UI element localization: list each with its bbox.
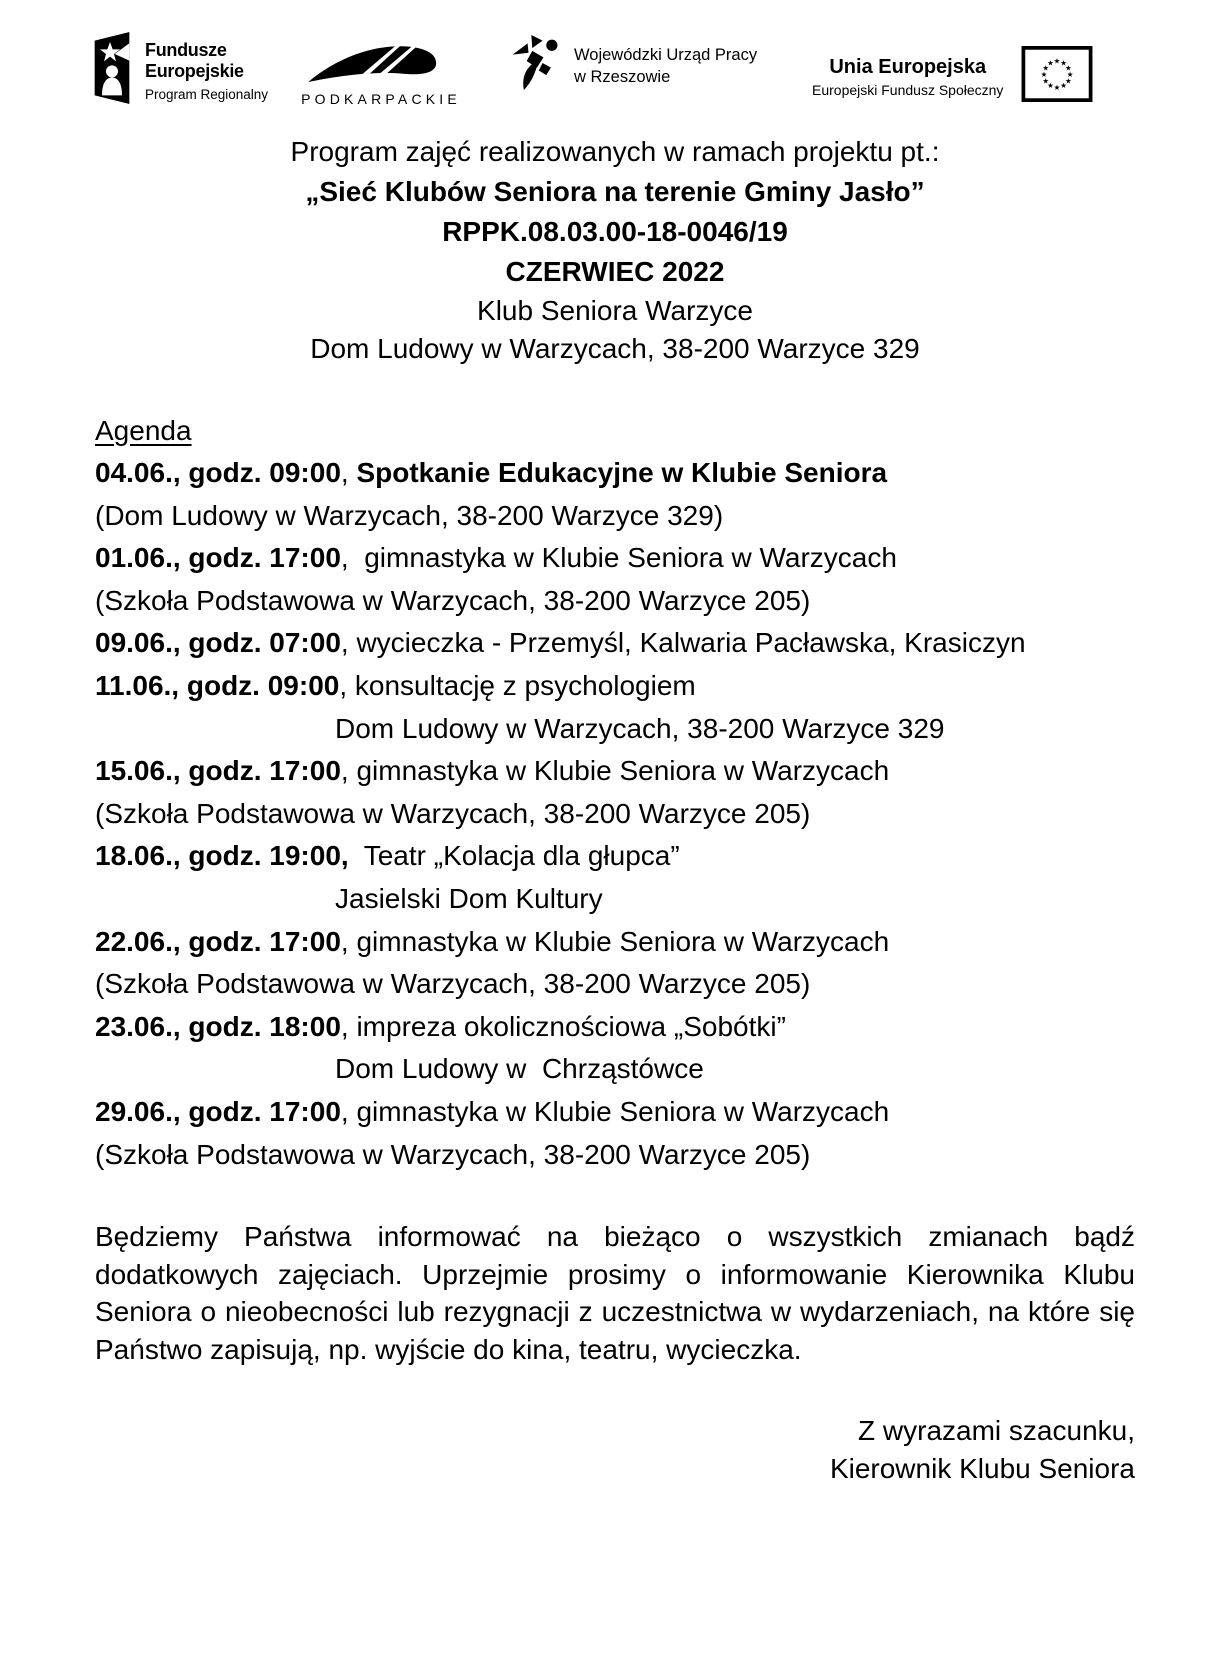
agenda-text: , konsultację z psychologiem	[339, 669, 696, 701]
agenda-item-date	[95, 452, 1140, 495]
title-project-name: „Sieć Klubów Seniora na terenie Gminy Jasło”	[305, 176, 925, 207]
svg-text:★: ★	[1042, 63, 1050, 73]
agenda-item-date	[95, 537, 1140, 580]
svg-text:★: ★	[1047, 58, 1055, 68]
agenda-separator: ,	[340, 457, 357, 488]
fundusze-line2: Europejskie	[145, 60, 244, 81]
svg-text:★: ★	[1060, 58, 1068, 68]
svg-text:★: ★	[1065, 63, 1073, 73]
agenda-text: Jasielski Dom Kultury	[335, 882, 603, 914]
agenda-heading: Agenda	[95, 415, 192, 446]
agenda-item-date	[95, 921, 1140, 964]
agenda-text: Dom Ludowy w Warzycach, 38-200 Warzyce 329	[335, 712, 945, 744]
fundusze-line3: Program Regionalny	[145, 86, 269, 102]
agenda-item-date	[95, 750, 1140, 793]
unia-europejska-text	[812, 55, 1003, 98]
fundusze-europejskie-text	[145, 40, 268, 102]
svg-text:★: ★	[1047, 81, 1055, 91]
agenda-item-date	[95, 665, 1140, 708]
signoff-line1: Z wyrazami szacunku,	[858, 1415, 1135, 1446]
svg-text:★: ★	[1041, 69, 1048, 79]
agenda-text: , gimnastyka w Klubie Seniora w Warzycach	[340, 1095, 890, 1127]
wup-line1: Wojewódzki Urząd Pracy	[574, 45, 758, 64]
agenda-item-location	[95, 963, 1140, 1006]
agenda-text: , wycieczka - Przemyśl, Kalwaria Pacławska, Krasiczyn	[340, 627, 1026, 659]
logo-podkarpackie	[296, 42, 466, 107]
agenda-event-bold: Spotkanie Edukacyjne w Klubie Seniora	[356, 457, 888, 488]
svg-text:★: ★	[1067, 69, 1074, 79]
agenda-date: 09.06., godz. 07:00	[95, 627, 341, 659]
logo-fundusze-europejskie	[92, 30, 268, 111]
agenda-text: , impreza okolicznościowa „Sobótki”	[340, 1010, 786, 1042]
wup-bird-icon	[508, 32, 564, 99]
agenda-text: , gimnastyka w Klubie Seniora w Warzycach	[340, 755, 890, 787]
agenda-date: 23.06., godz. 18:00	[95, 1010, 341, 1042]
agenda-date: 29.06., godz. 17:00	[95, 1095, 341, 1127]
agenda-text: Dom Ludowy w Chrząstówce	[335, 1053, 704, 1085]
logo-unia-europejska	[812, 46, 1093, 107]
logo-wup-rzeszow	[508, 32, 757, 99]
agenda-text: (Dom Ludowy w Warzycach, 38-200 Warzyce 329)	[95, 499, 724, 531]
agenda-item-location	[95, 878, 1140, 921]
agenda-item-date	[95, 1091, 1140, 1134]
agenda-date: 04.06., godz. 09:00	[95, 457, 341, 488]
agenda-item-location	[95, 1134, 1140, 1177]
wup-line2: w Rzeszowie	[574, 67, 671, 86]
agenda-date: 18.06., godz. 19:00,	[95, 840, 349, 872]
agenda-item-location	[95, 793, 1140, 836]
agenda-item-location	[95, 495, 1140, 538]
podkarpackie-mountain-icon	[306, 71, 456, 88]
agenda-text: Teatr „Kolacja dla głupca”	[348, 840, 680, 872]
svg-text:★: ★	[1060, 81, 1068, 91]
agenda-item-date	[95, 622, 1140, 665]
agenda-item-location	[95, 708, 1140, 751]
title-block	[95, 132, 1135, 368]
svg-text:★: ★	[1054, 56, 1061, 66]
eu-funding-logo-strip	[0, 0, 1230, 125]
agenda-date: 11.06., godz. 09:00	[95, 669, 340, 701]
agenda-item-location	[95, 1048, 1140, 1091]
eu-flag-icon	[1021, 46, 1093, 107]
title-club-address: Dom Ludowy w Warzycach, 38-200 Warzyce 329	[310, 333, 920, 364]
agenda-text: (Szkoła Podstawowa w Warzycach, 38-200 Warzyce 205)	[95, 797, 811, 829]
signoff-block	[95, 1412, 1135, 1488]
signoff-line2: Kierownik Klubu Seniora	[829, 1453, 1135, 1484]
agenda-section	[95, 410, 1140, 1176]
unia-europejska-line2: Europejski Fundusz Społeczny	[812, 82, 1004, 98]
agenda-item-date	[95, 835, 1140, 878]
title-club-name: Klub Seniora Warzyce	[477, 295, 753, 326]
agenda-item-date	[95, 1006, 1140, 1049]
agenda-text: , gimnastyka w Klubie Seniora w Warzycach	[340, 542, 897, 574]
svg-text:★: ★	[1065, 76, 1073, 86]
podkarpackie-label: PODKARPACKIE	[301, 91, 461, 107]
fundusze-line1: Fundusze	[145, 39, 227, 60]
title-month: CZERWIEC 2022	[505, 256, 725, 287]
closing-paragraph: Będziemy Państwa informować na bieżąco o wszystkich zmianach bądź dodatkowych zajęciach. Uprzejmie prosimy o informowanie Kierownika Klubu Seniora o nieobecności lub rezygnacji z uczestnictwa w wydarzeniach, na które się Państwo zapisują, np. wyjście do kina, teatru, wycieczka.	[95, 1221, 1135, 1365]
agenda-date: 15.06., godz. 17:00	[95, 755, 341, 787]
svg-text:★: ★	[1042, 76, 1050, 86]
agenda-date: 01.06., godz. 17:00	[95, 542, 341, 574]
agenda-text: (Szkoła Podstawowa w Warzycach, 38-200 Warzyce 205)	[95, 1138, 811, 1170]
svg-text:★: ★	[1054, 82, 1061, 92]
wup-text	[574, 44, 757, 88]
unia-europejska-line1: Unia Europejska	[829, 56, 987, 78]
fundusze-europejskie-flag-icon	[92, 30, 132, 111]
agenda-text: , gimnastyka w Klubie Seniora w Warzycach	[340, 925, 890, 957]
title-line-1: Program zajęć realizowanych w ramach projektu pt.:	[290, 136, 940, 167]
agenda-item-location	[95, 580, 1140, 623]
agenda-date: 22.06., godz. 17:00	[95, 925, 341, 957]
agenda-text: (Szkoła Podstawowa w Warzycach, 38-200 Warzyce 205)	[95, 968, 811, 1000]
agenda-text: (Szkoła Podstawowa w Warzycach, 38-200 Warzyce 205)	[95, 584, 811, 616]
title-project-number: RPPK.08.03.00-18-0046/19	[442, 216, 788, 247]
